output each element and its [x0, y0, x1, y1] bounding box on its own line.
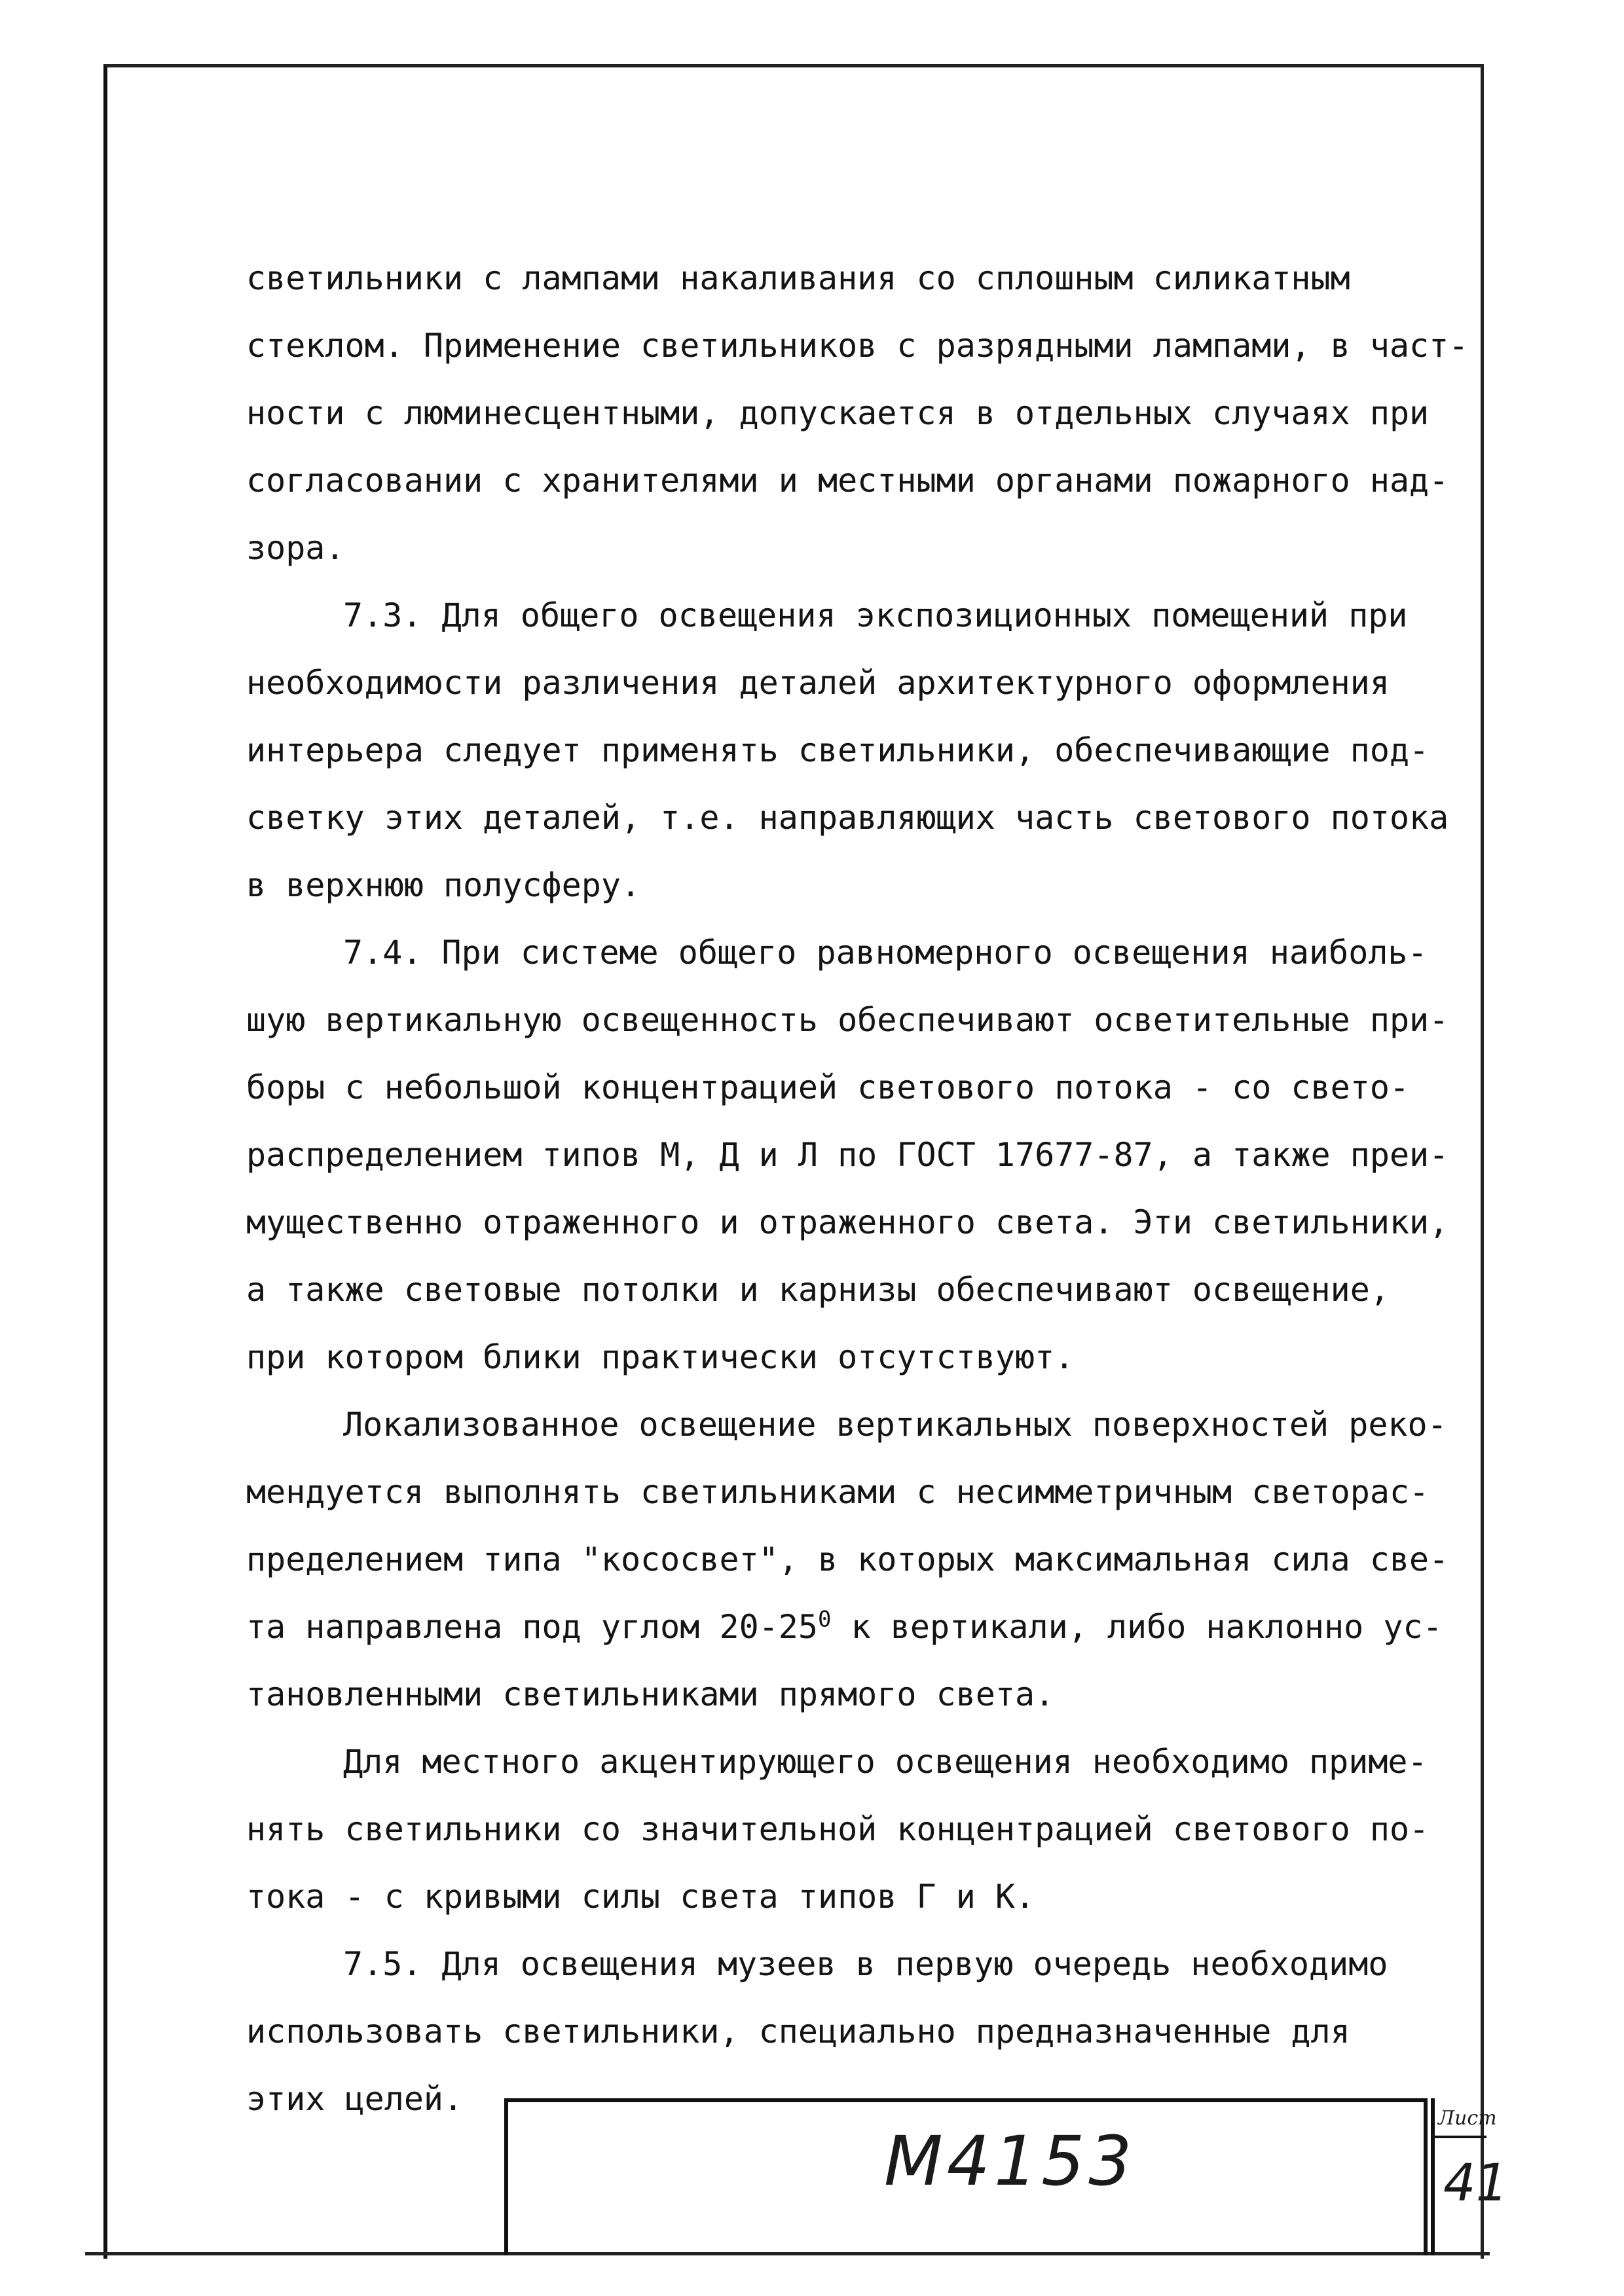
text-line: светку этих деталей, т.е. направляющих часть светового потока	[246, 799, 1449, 837]
text-line: пределением типа "кососвет", в которых максимальная сила све-	[246, 1540, 1449, 1578]
text-line: тановленными светильниками прямого света.	[246, 1675, 1055, 1713]
text-line: мендуется выполнять светильниками с несимметричным светорас-	[246, 1473, 1430, 1511]
degree-superscript: 0	[817, 1606, 832, 1633]
text-line: нять светильники со значительной концентрацией светового по-	[246, 1810, 1430, 1848]
text-line: мущественно отраженного и отраженного света. Эти светильники,	[246, 1203, 1449, 1241]
sheet-label: Лист	[1438, 2107, 1497, 2130]
sheet-divider	[1433, 2136, 1486, 2138]
text-line: согласовании с хранителями и местными органами пожарного над-	[246, 462, 1449, 500]
document-body	[246, 245, 1490, 2133]
document-code: М4153	[884, 2121, 1136, 2201]
text-line-with-superscript	[246, 1594, 1490, 1661]
text-line: при котором блики практически отсутствуют.	[246, 1338, 1075, 1376]
text-line: интерьера следует применять светильники, обеспечивающие под-	[246, 731, 1430, 769]
text-line: тока - с кривыми силы света типов Г и К.	[246, 1878, 1035, 1916]
text-line: использовать светильники, специально предназначенные для	[246, 2013, 1350, 2050]
text-line: светильники с лампами накаливания со сплошным силикатным	[246, 259, 1350, 297]
text-line: в верхнюю полусферу.	[246, 866, 641, 904]
text-line: зора.	[246, 529, 345, 567]
paragraph-7-4-start: 7.4. При системе общего равномерного освещения наиболь-	[343, 934, 1428, 972]
text-line: ности с люминесцентными, допускается в отдельных случаях при	[246, 394, 1430, 432]
text-line: этих целей.	[246, 2080, 464, 2118]
text-segment: к вертикали, либо наклонно ус-	[831, 1608, 1443, 1646]
paragraph-7-3-start: 7.3. Для общего освещения экспозиционных помещений при	[343, 596, 1408, 634]
text-line: шую вертикальную освещенность обеспечивают осветительные при-	[246, 1001, 1449, 1039]
text-line: необходимости различения деталей архитектурного оформления	[246, 664, 1390, 702]
text-segment: та направлена под углом 20-25	[246, 1608, 818, 1646]
paragraph-localized-start: Локализованное освещение вертикальных поверхностей реко-	[343, 1406, 1447, 1444]
paragraph-accent-start: Для местного акцентирующего освещения необходимо приме-	[343, 1743, 1428, 1781]
sheet-number: 41	[1443, 2154, 1509, 2213]
text-line: боры с небольшой концентрацией светового потока - со свето-	[246, 1068, 1410, 1106]
text-line: стеклом. Применение светильников с разрядными лампами, в част-	[246, 327, 1469, 365]
text-line: распределением типов М, Д и Л по ГОСТ 17677-87, а также преи-	[246, 1136, 1449, 1174]
text-line: а также световые потолки и карнизы обеспечивают освещение,	[246, 1271, 1390, 1309]
paragraph-7-5-start: 7.5. Для освещения музеев в первую очередь необходимо	[343, 1945, 1388, 1983]
